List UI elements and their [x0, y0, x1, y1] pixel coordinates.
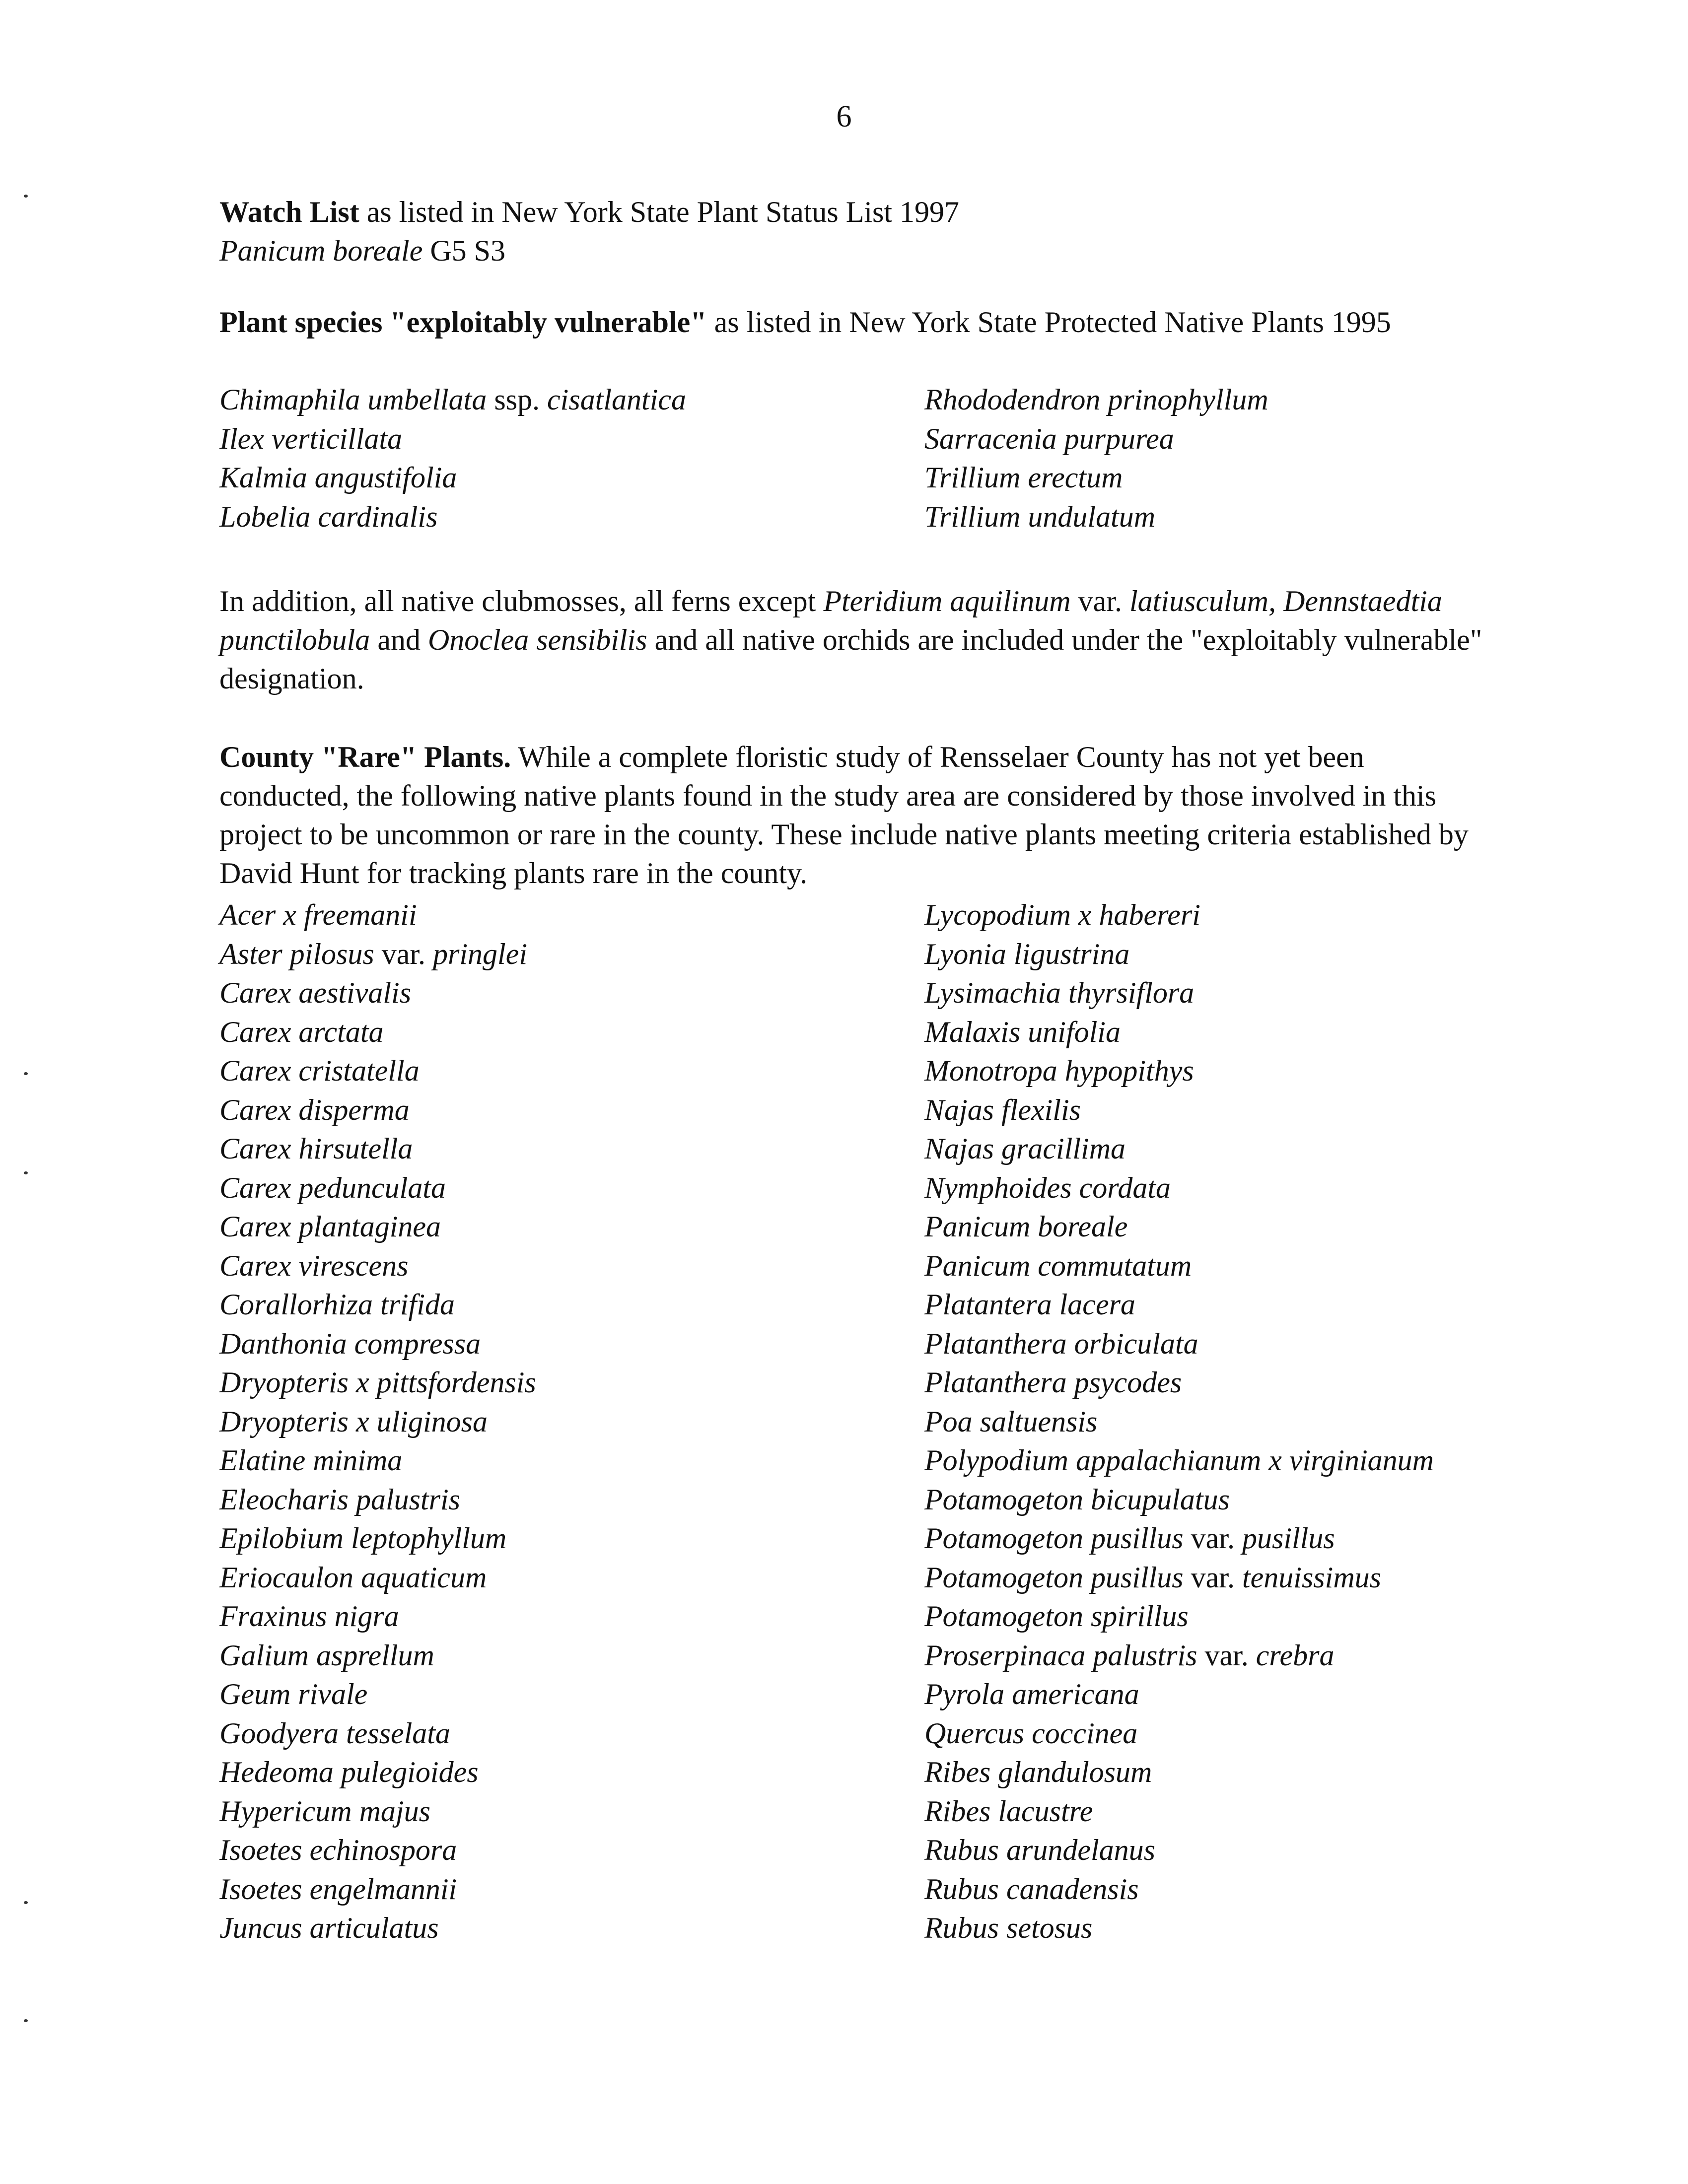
- species-name-part: Quercus coccinea: [924, 1716, 1138, 1750]
- species-name-part: Carex arctata: [219, 1015, 384, 1048]
- species-name-part: Trillium erectum: [924, 461, 1123, 494]
- county-species-left-item: [219, 1753, 924, 1792]
- county-species-left-item: [219, 973, 924, 1013]
- county-species-left-item: [219, 1363, 924, 1402]
- county-species-left-item: [219, 1480, 924, 1519]
- species-name-part: Potamogeton bicupulatus: [924, 1483, 1230, 1516]
- species-name-part: Potamogeton spirillus: [924, 1600, 1189, 1633]
- species-name-part: cisatlantica: [547, 383, 687, 416]
- species-name-part: Geum rivale: [219, 1678, 368, 1710]
- species-name-part: Isoetes echinospora: [219, 1834, 457, 1866]
- vulnerable-species-right-item: [924, 497, 1500, 537]
- county-species-right-item: [924, 1363, 1500, 1402]
- species-name-part: ssp.: [487, 383, 548, 416]
- species-name-part: Hedeoma pulegioides: [219, 1756, 479, 1788]
- vulnerable-species-left-item: [219, 497, 924, 537]
- species-name-part: Panicum commutatum: [924, 1249, 1192, 1282]
- county-species-left-item: [219, 1129, 924, 1168]
- species-name-part: Rubus arundelanus: [924, 1834, 1155, 1866]
- species-name-part: Acer x freemanii: [219, 898, 417, 931]
- species-name-part: Monotropa hypopithys: [924, 1054, 1194, 1087]
- species-name-part: Carex pedunculata: [219, 1171, 446, 1204]
- species-name-part: Dryopteris x pittsfordensis: [219, 1366, 536, 1399]
- species-name-part: Ilex verticillata: [219, 422, 403, 455]
- addition-text-3: [1276, 585, 1283, 617]
- species-name-part: pringlei: [433, 937, 528, 970]
- county-species-right-item: [924, 1714, 1500, 1753]
- addition-species-2: Dennstaedtia punctilobula: [219, 585, 1442, 656]
- watch-list-heading-rest: as listed in New York State Plant Status List 1997: [359, 196, 960, 228]
- species-name-part: Najas flexilis: [924, 1093, 1081, 1126]
- county-species-left-item: [219, 1714, 924, 1753]
- species-name-part: Juncus articulatus: [219, 1911, 439, 1944]
- species-name-part: Eleocharis palustris: [219, 1483, 461, 1516]
- species-name-part: Kalmia angustifolia: [219, 461, 457, 494]
- species-name-part: Aster pilosus: [219, 937, 374, 970]
- county-species-right-item: [924, 1480, 1500, 1519]
- county-species-left-item: [219, 1909, 924, 1948]
- county-species-right-item: [924, 1597, 1500, 1636]
- county-species-left-item: [219, 1792, 924, 1831]
- species-name-part: Ribes lacustre: [924, 1794, 1093, 1828]
- species-name-part: Rubus setosus: [924, 1911, 1093, 1944]
- county-species-right-item: [924, 973, 1500, 1013]
- species-name-part: Rubus canadensis: [924, 1872, 1139, 1906]
- addition-text-1: In addition, all native clubmosses, all ferns except: [219, 585, 824, 617]
- county-species-right-item: [924, 1324, 1500, 1364]
- species-name-part: Lyonia ligustrina: [924, 937, 1130, 970]
- addition-paragraph: [219, 582, 1500, 698]
- county-species-right-item: [924, 895, 1500, 935]
- vulnerable-heading-rest: as listed in New York State Protected Native Plants 1995: [706, 306, 1391, 339]
- county-species-left-item: [219, 1402, 924, 1441]
- species-name-part: var.: [374, 937, 433, 970]
- species-name-part: Sarracenia purpurea: [924, 422, 1174, 455]
- species-name-part: Rhododendron prinophyllum: [924, 383, 1268, 416]
- county-species-left-item: [219, 1558, 924, 1597]
- vulnerable-species-right-item: [924, 419, 1500, 459]
- county-species-right-item: [924, 1051, 1500, 1091]
- county-rare-species-list: [219, 895, 1500, 1948]
- county-species-left-item: [219, 935, 924, 974]
- species-name-part: Corallorhiza trifida: [219, 1288, 455, 1321]
- species-name-part: Panicum boreale: [924, 1210, 1128, 1243]
- addition-text-2: var.: [1070, 585, 1129, 617]
- species-name-part: Platantera lacera: [924, 1288, 1135, 1321]
- species-name-part: Hypericum majus: [219, 1794, 430, 1828]
- species-name-part: Dryopteris x uliginosa: [219, 1405, 488, 1438]
- county-species-right-item: [924, 1519, 1500, 1558]
- county-species-right-item: [924, 1285, 1500, 1324]
- county-species-left-item: [219, 895, 924, 935]
- county-species-right-item: [924, 1246, 1500, 1286]
- addition-species-3: Onoclea sensibilis: [427, 623, 647, 656]
- county-species-left-item: [219, 1091, 924, 1130]
- scan-speck: [24, 195, 28, 198]
- species-name-part: Poa saltuensis: [924, 1405, 1098, 1438]
- county-species-right-item: [924, 1441, 1500, 1480]
- addition-text-4: and: [370, 623, 428, 656]
- scan-speck: [24, 1072, 28, 1075]
- species-name-part: Potamogeton pusillus: [924, 1522, 1184, 1555]
- county-species-left-item: [219, 1597, 924, 1636]
- county-species-left-item: [219, 1207, 924, 1246]
- species-name-part: Polypodium appalachianum x virginianum: [924, 1444, 1434, 1477]
- addition-variety: latiusculum,: [1129, 585, 1276, 617]
- scan-speck: [24, 1901, 28, 1904]
- vulnerable-species-right-item: [924, 458, 1500, 497]
- species-name-part: Fraxinus nigra: [219, 1600, 399, 1633]
- county-species-left-item: [219, 1051, 924, 1091]
- county-species-left-item: [219, 1636, 924, 1675]
- county-species-right-item: [924, 1792, 1500, 1831]
- county-species-right-item: [924, 935, 1500, 974]
- county-species-right-item: [924, 1091, 1500, 1130]
- county-species-right-item: [924, 1207, 1500, 1246]
- species-name-part: Najas gracillima: [924, 1132, 1126, 1165]
- watch-list-species: Panicum boreale: [219, 234, 423, 267]
- species-name-part: Goodyera tesselata: [219, 1716, 450, 1750]
- county-species-left-item: [219, 1285, 924, 1324]
- county-species-left-item: [219, 1168, 924, 1208]
- species-name-part: Platanthera psycodes: [924, 1366, 1182, 1399]
- species-name-part: Chimaphila umbellata: [219, 383, 487, 416]
- watch-list-heading: Watch List: [219, 196, 359, 228]
- species-name-part: Carex aestivalis: [219, 976, 412, 1009]
- species-name-part: Danthonia compressa: [219, 1327, 481, 1360]
- species-name-part: Carex hirsutella: [219, 1132, 413, 1165]
- vulnerable-heading-block: [219, 303, 1500, 341]
- species-name-part: Elatine minima: [219, 1444, 403, 1477]
- county-species-right-item: [924, 1129, 1500, 1168]
- county-species-left-item: [219, 1675, 924, 1714]
- vulnerable-species-right-item: [924, 380, 1500, 419]
- watch-list-heading-line: [219, 193, 1500, 231]
- species-name-part: Carex disperma: [219, 1093, 410, 1126]
- county-species-right-item: [924, 1402, 1500, 1441]
- county-rare-paragraph: [219, 738, 1500, 892]
- species-name-part: Galium asprellum: [219, 1638, 434, 1672]
- species-name-part: pusillus: [1242, 1522, 1335, 1555]
- species-name-part: Lycopodium x habereri: [924, 898, 1200, 931]
- scan-speck: [24, 1171, 28, 1174]
- species-name-part: Epilobium leptophyllum: [219, 1522, 507, 1555]
- page-number: 6: [836, 100, 852, 134]
- vulnerable-species-list: [219, 380, 1500, 536]
- county-species-right-item: [924, 1870, 1500, 1909]
- watch-list-entry: [219, 231, 1500, 270]
- county-species-left-item: [219, 1246, 924, 1286]
- county-species-right-item: [924, 1013, 1500, 1052]
- species-name-part: Trillium undulatum: [924, 500, 1156, 533]
- addition-text-5: and all native orchids are included under the "exploitably vulnerable" designation.: [219, 623, 1482, 695]
- vulnerable-species-left-item: [219, 419, 924, 459]
- species-name-part: Ribes glandulosum: [924, 1756, 1152, 1788]
- vulnerable-species-left-item: [219, 380, 924, 419]
- county-species-right-item: [924, 1168, 1500, 1208]
- species-name-part: Proserpinaca palustris: [924, 1638, 1197, 1672]
- county-species-left-item: [219, 1519, 924, 1558]
- watch-list-section: [219, 193, 1500, 270]
- watch-list-rank: G5 S3: [422, 234, 506, 267]
- species-name-part: Carex plantaginea: [219, 1210, 441, 1243]
- vulnerable-heading: Plant species "exploitably vulnerable": [219, 306, 707, 339]
- species-name-part: Platanthera orbiculata: [924, 1327, 1198, 1360]
- county-species-right-item: [924, 1558, 1500, 1597]
- county-species-left-item: [219, 1870, 924, 1909]
- species-name-part: var.: [1183, 1522, 1242, 1555]
- county-species-right-item: [924, 1636, 1500, 1675]
- species-name-part: Isoetes engelmannii: [219, 1872, 457, 1906]
- county-species-left-item: [219, 1831, 924, 1870]
- county-species-left-item: [219, 1441, 924, 1480]
- county-species-right-item: [924, 1831, 1500, 1870]
- species-name-part: crebra: [1256, 1638, 1335, 1672]
- county-species-right-item: [924, 1909, 1500, 1948]
- species-name-part: Carex cristatella: [219, 1054, 420, 1087]
- county-rare-text: While a complete floristic study of Rensselaer County has not yet been conducted, the following native plants found in the study area are considered by those involved in this project to be uncommon or rare in the county. These include native plants meeting criteria established by David Hunt for tracking plants rare in the county.: [219, 741, 1469, 889]
- county-species-left-item: [219, 1013, 924, 1052]
- addition-species-1: Pteridium aquilinum: [823, 585, 1071, 617]
- species-name-part: tenuissimus: [1242, 1561, 1382, 1594]
- species-name-part: Malaxis unifolia: [924, 1015, 1121, 1048]
- species-name-part: var.: [1197, 1638, 1256, 1672]
- species-name-part: Eriocaulon aquaticum: [219, 1561, 487, 1594]
- county-species-left-item: [219, 1324, 924, 1364]
- county-species-right-item: [924, 1675, 1500, 1714]
- species-name-part: Lobelia cardinalis: [219, 500, 438, 533]
- species-name-part: Lysimachia thyrsiflora: [924, 976, 1195, 1009]
- county-rare-heading: County "Rare" Plants.: [219, 741, 511, 773]
- vulnerable-species-left-item: [219, 458, 924, 497]
- species-name-part: Pyrola americana: [924, 1678, 1139, 1710]
- county-species-right-item: [924, 1753, 1500, 1792]
- species-name-part: Carex virescens: [219, 1249, 409, 1282]
- species-name-part: var.: [1183, 1561, 1242, 1594]
- species-name-part: Nymphoides cordata: [924, 1171, 1171, 1204]
- species-name-part: Potamogeton pusillus: [924, 1561, 1184, 1594]
- scan-speck: [24, 2019, 28, 2022]
